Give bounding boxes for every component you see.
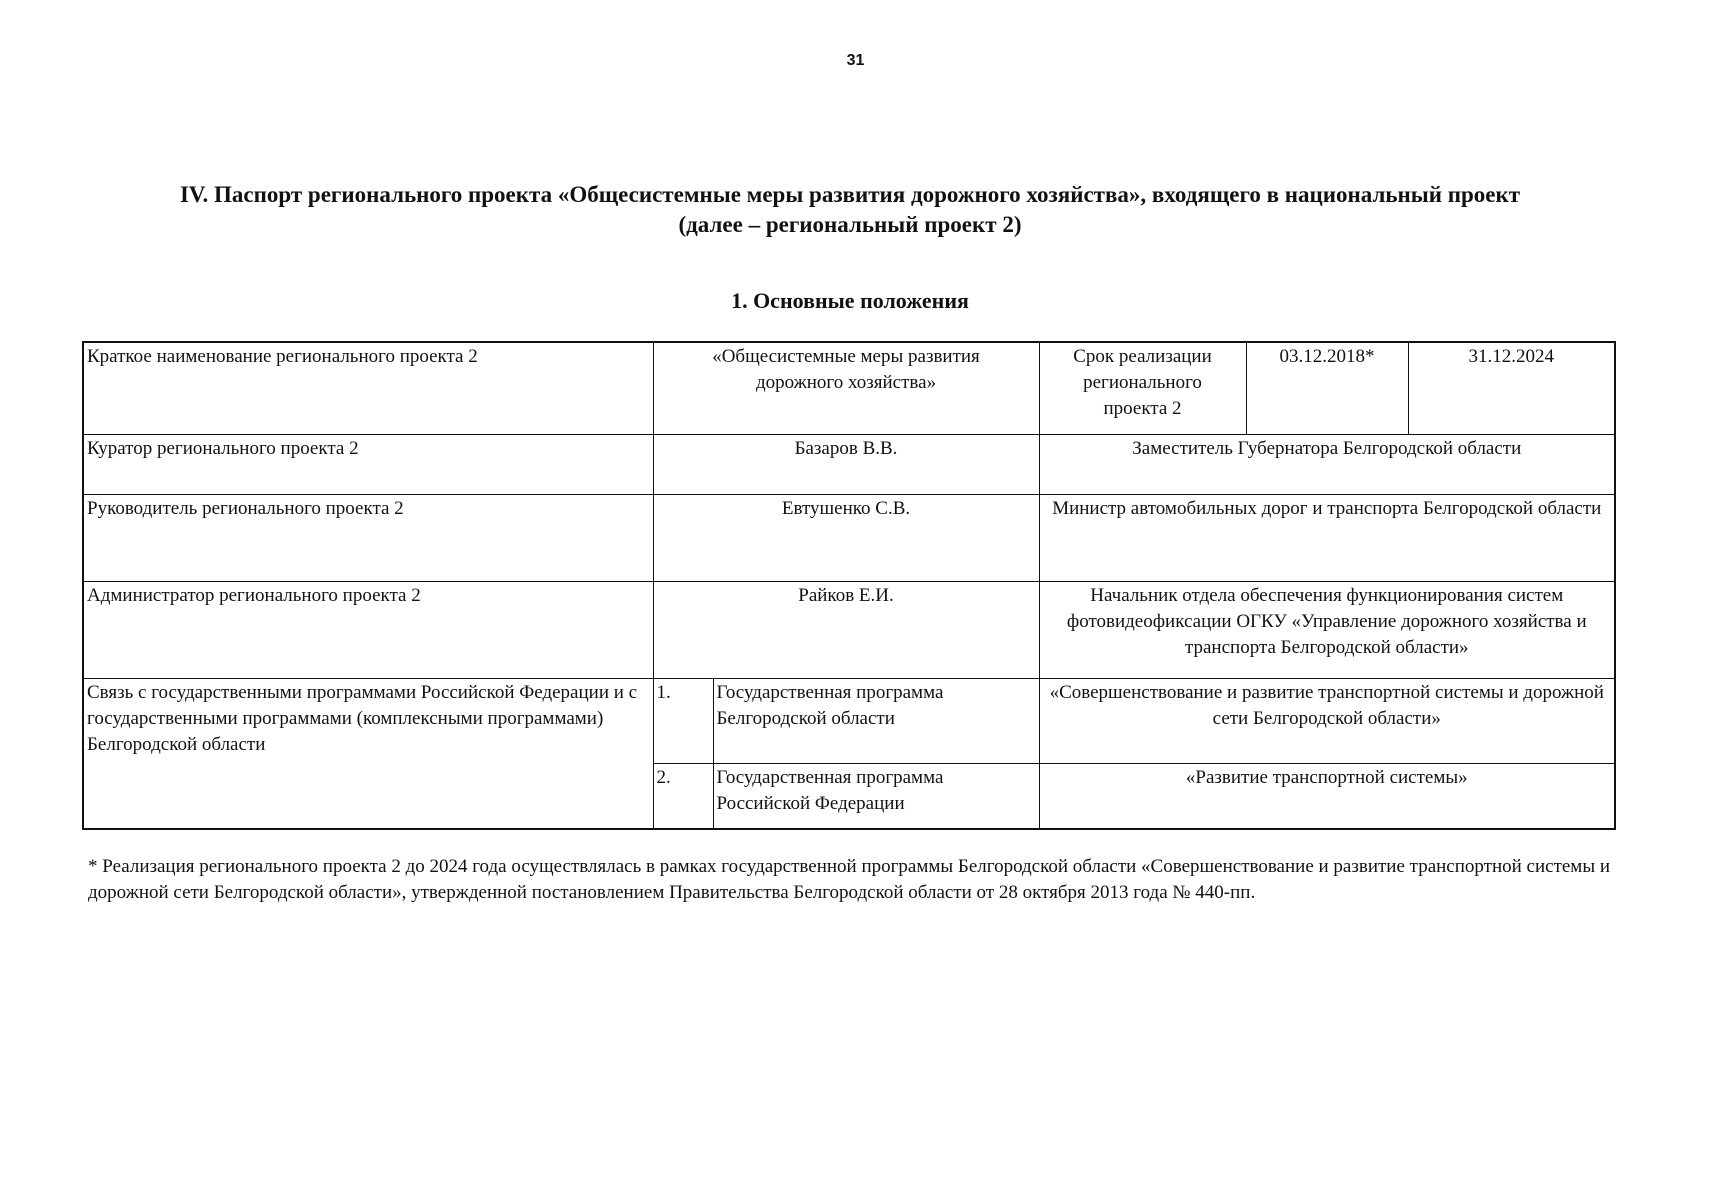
section-title-line-1: IV. Паспорт регионального проекта «Общесистемные меры развития дорожного хозяйства», входящего в национальный проект <box>179 182 1521 207</box>
program-type: Государственная программа Российской Федерации <box>713 763 1039 829</box>
curator-position: Заместитель Губернатора Белгородской области <box>1039 434 1615 494</box>
administrator-label: Администратор регионального проекта 2 <box>83 581 653 678</box>
programs-link-label: Связь с государственными программами Российской Федерации и с государственными программами (комплексными программами) Белгородской области <box>83 678 653 829</box>
project-start-date: 03.12.2018* <box>1246 342 1408 434</box>
passport-table <box>82 341 1616 830</box>
project-term-label: Срок реализации регионального проекта 2 <box>1039 342 1246 434</box>
section-title-line-2: (далее – региональный проект 2) <box>678 212 1022 237</box>
curator-name: Базаров В.В. <box>653 434 1039 494</box>
curator-label: Куратор регионального проекта 2 <box>83 434 653 494</box>
section-title <box>80 180 1620 240</box>
page-number: 31 <box>846 52 865 69</box>
project-name-label: Краткое наименование регионального проекта 2 <box>83 342 653 434</box>
program-type: Государственная программа Белгородской области <box>713 678 1039 763</box>
head-position: Министр автомобильных дорог и транспорта Белгородской области <box>1039 494 1615 581</box>
project-name-value: «Общесистемные меры развития дорожного хозяйства» <box>653 342 1039 434</box>
table-row <box>83 678 1615 763</box>
program-number: 1. <box>653 678 713 763</box>
table-row <box>83 581 1615 678</box>
head-name: Евтушенко С.В. <box>653 494 1039 581</box>
table-row <box>83 342 1615 434</box>
administrator-position: Начальник отдела обеспечения функционирования систем фотовидеофиксации ОГКУ «Управление дорожного хозяйства и транспорта Белгородской области» <box>1039 581 1615 678</box>
administrator-name: Райков Е.И. <box>653 581 1039 678</box>
table-row <box>83 494 1615 581</box>
footnote: * Реализация регионального проекта 2 до 2024 года осуществлялась в рамках государственной программы Белгородской области «Совершенствование и развитие транспортной системы и дорожной сети Белгородской области», утвержденной постановлением Правительства Белгородской области от 28 октября 2013 года № 440-пп. <box>88 856 1611 903</box>
program-number: 2. <box>653 763 713 829</box>
project-end-date: 31.12.2024 <box>1408 342 1615 434</box>
program-name: «Развитие транспортной системы» <box>1039 763 1615 829</box>
subsection-title: 1. Основные положения <box>731 288 969 313</box>
program-name: «Совершенствование и развитие транспортной системы и дорожной сети Белгородской области» <box>1039 678 1615 763</box>
head-label: Руководитель регионального проекта 2 <box>83 494 653 581</box>
table-row <box>83 434 1615 494</box>
